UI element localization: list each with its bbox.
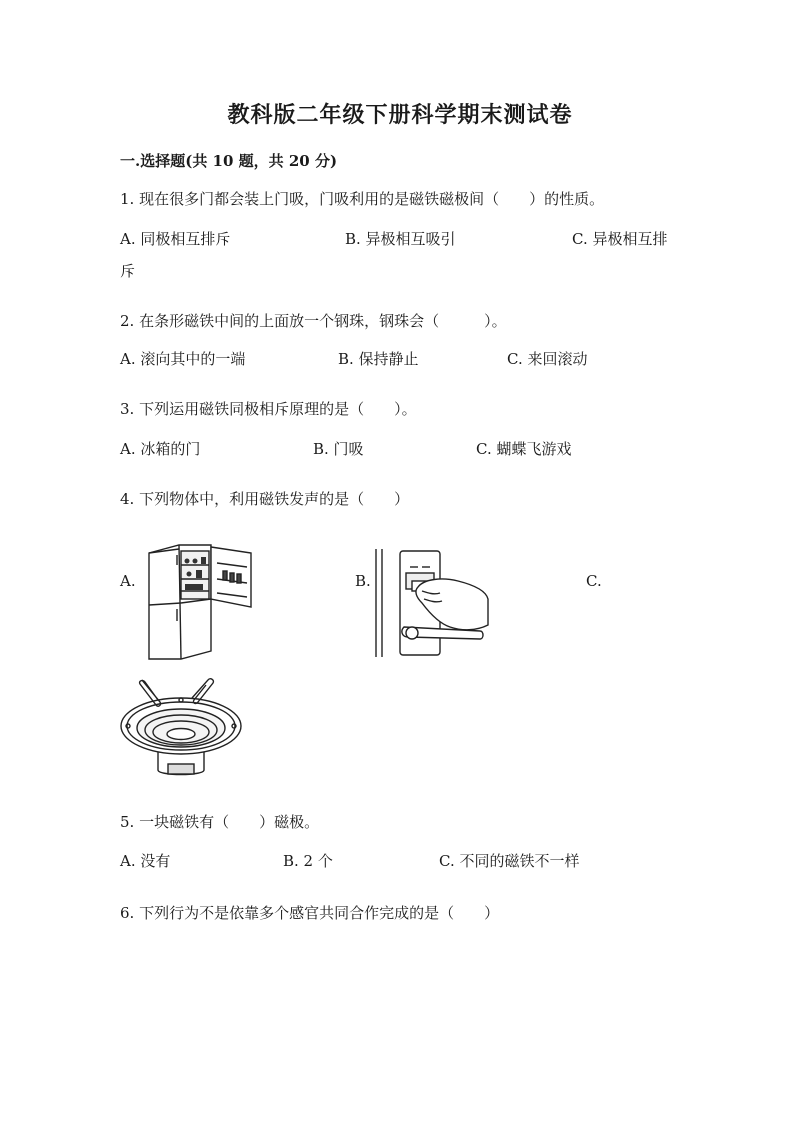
question-2-stem: 2. 在条形磁铁中间的上面放一个钢珠，钢珠会（ ）。	[120, 312, 507, 330]
door-handle-image	[372, 547, 492, 659]
question-4-option-a: A.	[120, 572, 136, 590]
question-3-option-c: C. 蝴蝶飞游戏	[476, 440, 572, 458]
question-3-option-b: B. 门吸	[313, 440, 364, 458]
question-1-option-b: B. 异极相互吸引	[345, 230, 456, 248]
question-5-stem: 5. 一块磁铁有（ ）磁极。	[120, 813, 320, 831]
question-4-stem: 4. 下列物体中，利用磁铁发声的是（ ）	[120, 490, 410, 508]
section-heading: 一.选择题(共 10 题，共 20 分)	[120, 152, 338, 170]
question-1-stem: 1. 现在很多门都会装上门吸，门吸利用的是磁铁磁极间（ ）的性质。	[120, 190, 605, 208]
question-5-option-a: A. 没有	[120, 852, 171, 870]
question-2-option-c: C. 来回滚动	[507, 350, 588, 368]
question-5-option-b: B. 2 个	[283, 852, 333, 870]
page-title: 教科版二年级下册科学期末测试卷	[227, 102, 573, 128]
question-6-stem: 6. 下列行为不是依靠多个感官共同合作完成的是（ ）	[120, 904, 500, 922]
question-1-option-c-wrap: 斥	[120, 262, 136, 280]
question-3-stem: 3. 下列运用磁铁同极相斥原理的是（ ）。	[120, 400, 417, 418]
question-1-option-c: C. 异极相互排	[572, 230, 668, 248]
question-4-option-c: C.	[586, 572, 602, 590]
question-3-option-a: A. 冰箱的门	[120, 440, 201, 458]
question-2-option-a: A. 滚向其中的一端	[120, 350, 246, 368]
question-1-option-a: A. 同极相互排斥	[120, 230, 231, 248]
question-4-option-b: B.	[355, 572, 371, 590]
question-2-option-b: B. 保持静止	[338, 350, 419, 368]
speaker-image	[116, 676, 246, 780]
refrigerator-image	[145, 543, 257, 663]
question-5-option-c: C. 不同的磁铁不一样	[439, 852, 580, 870]
